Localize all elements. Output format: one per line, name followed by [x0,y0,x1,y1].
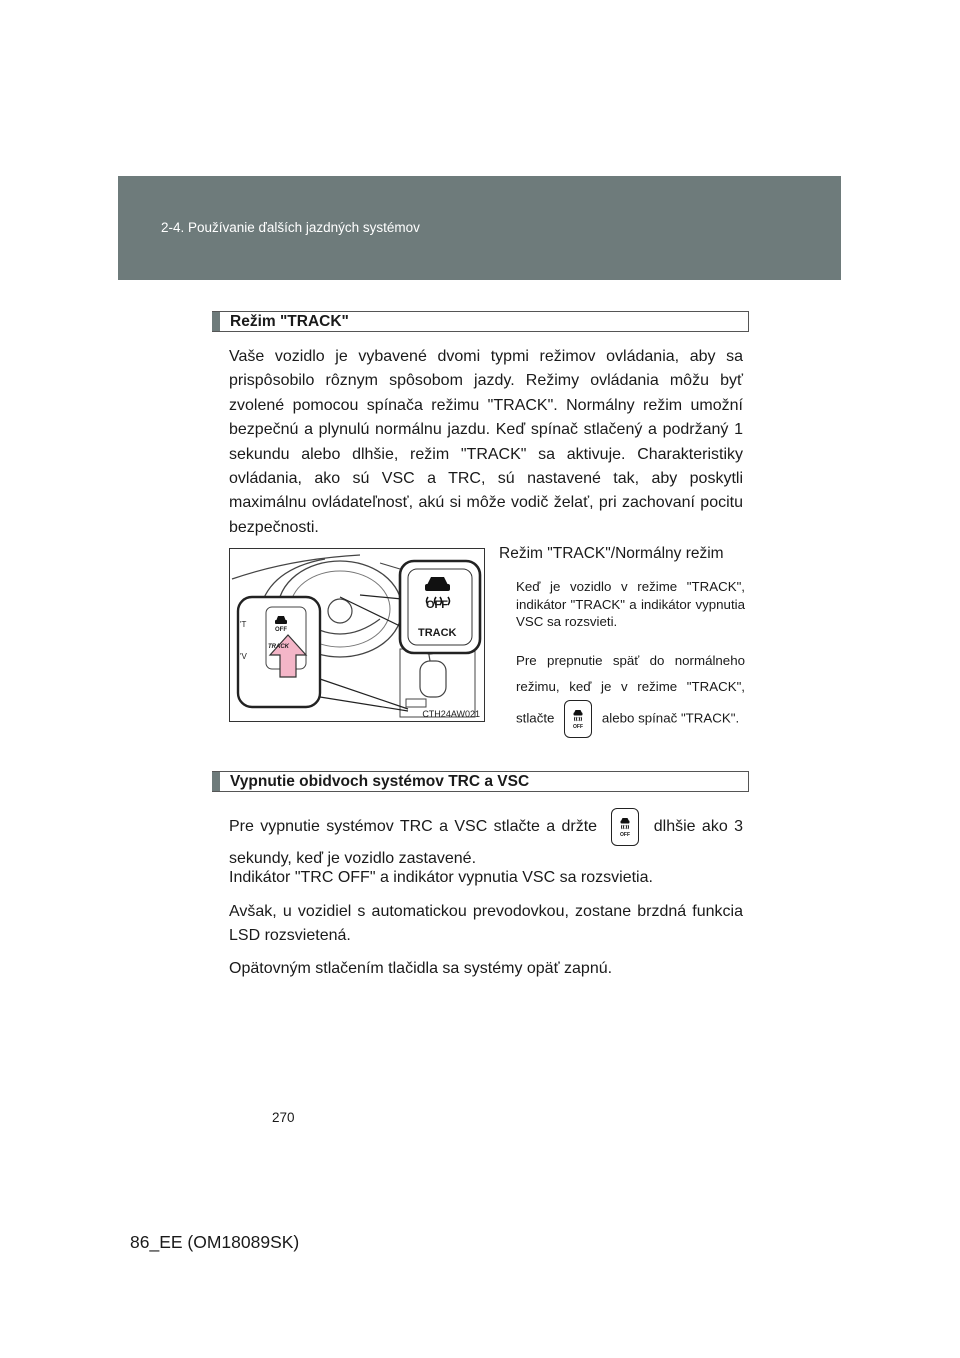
trc-vsc-off-instruction-b: dlhšie ako 3 sekundy, keď je vozidlo zastavené. [229,818,743,867]
svg-text:'V: 'V [240,652,247,661]
section-heading-marker [212,312,220,331]
trc-vsc-off-instruction [229,808,743,872]
figure-small-track-label: TRACK [268,644,289,650]
vsc-off-button-icon [611,808,639,846]
section-heading-trc-vsc-off [212,771,749,792]
track-normal-mode-title: Režim "TRACK"/Normálny režim [499,545,724,562]
track-mode-indicator-text: Keď je vozidlo v režime "TRACK", indikátor "TRACK" a indikátor vypnutia VSC sa rozsvieti. [516,579,745,629]
return-to-normal-text-a: Pre prepnutie späť do normálneho režimu, keď je v režime "TRACK", stlačte [516,653,745,726]
svg-text:OFF: OFF [573,724,584,730]
section-heading-title: Režim "TRACK" [230,312,349,330]
trc-off-indicator-text: Indikátor "TRC OFF" a indikátor vypnutia VSC sa rozsvietia. [229,869,653,886]
figure-track-label: TRACK [418,627,457,639]
section-heading-track-mode [212,311,749,332]
section-heading-marker [212,772,220,791]
track-switch-illustration [229,548,485,722]
chapter-header-band [118,176,841,280]
systems-reenable-text: Opätovným stlačením tlačidla sa systémy opäť zapnú. [229,960,613,977]
chapter-section-title: 2-4. Používanie ďalších jazdných systémov [161,220,420,235]
figure-small-off-label: OFF [275,627,287,633]
manual-code: 86_EE (OM18089SK) [130,1232,300,1252]
track-mode-paragraph: Vaše vozidlo je vybavené dvomi typmi režimov ovládania, aby sa prispôsobilo rôznym spôsobom jazdy. Režimy ovládania môžu byť zvolené pomocou spínača režimu "TRACK". Normálny režim umožní bezpečnú a plynulú normálnu jazdu. Keď spínač stlačený a podržaný 1 sekundu alebo dlhšie, režim "TRACK" sa aktivuje. Charakteristiky ovládania, ako sú VSC a TRC, sú nastavené tak, aby poskytli maximálnu ovládateľnosť, akú si môže vodič želať, pri zachovaní pocitu bezpečnosti. [229,348,743,536]
figure-off-label: OFF [426,599,448,611]
return-to-normal-text-b: alebo spínač "TRACK". [601,710,740,726]
page-number: 270 [272,1110,295,1125]
svg-text:OFF: OFF [620,832,631,838]
trc-vsc-off-instruction-a: Pre vypnutie systémov TRC a VSC stlačte a držte [229,818,598,836]
lsd-brake-text: Avšak, u vozidiel s automatickou prevodovkou, zostane brzdná funkcia LSD rozsvietená. [229,903,743,945]
vsc-off-button-icon [564,700,592,738]
return-to-normal-text [516,648,745,738]
section-heading-title: Vypnutie obidvoch systémov TRC a VSC [230,772,530,790]
figure-code: CTH24AW021 [422,709,480,719]
svg-text:'T: 'T [240,620,247,629]
